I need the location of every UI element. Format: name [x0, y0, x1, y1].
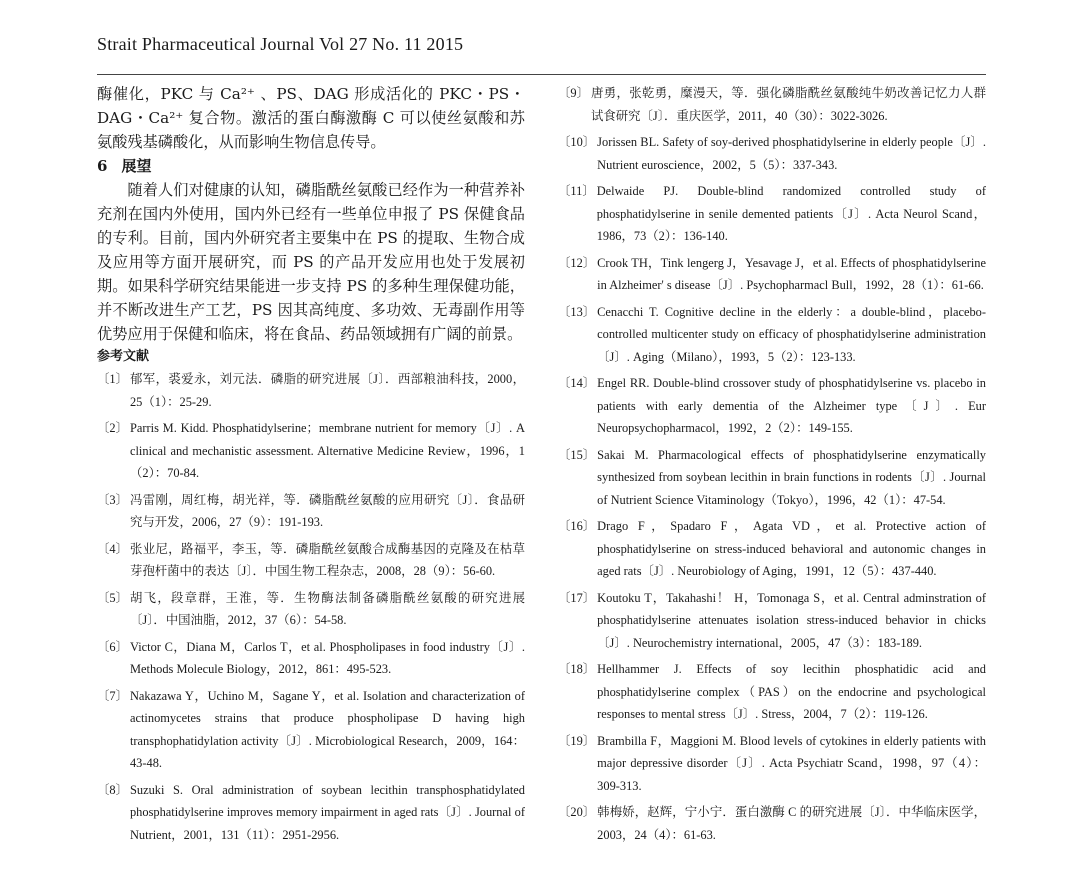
reference-text: 郁军，裘爱永，刘元法．磷脂的研究进展〔J〕．西部粮油科技，2000，25（1）：25-29.	[129, 372, 525, 409]
reference-number: 〔4〕	[97, 541, 128, 556]
reference-number: 〔3〕	[97, 492, 128, 507]
reference-item	[97, 685, 525, 775]
reference-text: Victor C，Diana M，Carlos T，et al. Phospholipases in food industry〔J〕. Methods Molecule Biology，2012，861：495-523.	[129, 639, 525, 676]
reference-text: Delwaide PJ. Double-blind randomized controlled study of phosphatidylserine in senile demented patients〔J〕. Acta Neurol Scand，1986，73（2）：136-140.	[596, 184, 986, 243]
left-column	[97, 82, 525, 850]
reference-text: Sakai M. Pharmacological effects of phosphatidylserine enzymatically synthesized from soybean lecithin in brain functions in rodents〔J〕. Journal of Nutrient Science Vitaminology（Tokyo），1996，42（1）：47-54.	[597, 447, 986, 507]
reference-text: 冯雷刚，周红梅，胡光祥，等．磷脂酰丝氨酸的应用研究〔J〕．食品研究与开发，2006，27（9）：191-193.	[129, 492, 525, 529]
reference-number: 〔1〕	[97, 372, 128, 386]
reference-item	[558, 252, 986, 297]
reference-number: 〔20〕	[558, 805, 596, 819]
reference-number: 〔16〕	[558, 519, 596, 533]
reference-item	[558, 587, 986, 655]
reference-text: 唐勇，张乾勇，糜漫天，等．强化磷脂酰丝氨酸纯牛奶改善记忆力人群试食研究〔J〕．重庆医学，2011，40（30）：3022-3026.	[590, 86, 986, 123]
reference-item	[97, 489, 525, 534]
reference-number: 〔7〕	[97, 688, 128, 703]
references-title: 参考文献	[97, 349, 150, 364]
reference-number: 〔9〕	[558, 86, 589, 100]
reference-text: Nakazawa Y，Uchino M，Sagane Y，et al. Isolation and characterization of actinomycetes strains that produce phospholipase D having high transphophatidylation activity〔J〕. Microbiological Research，2009，164：43-48.	[129, 688, 525, 770]
reference-number: 〔11〕	[558, 184, 595, 198]
reference-number: 〔10〕	[558, 135, 596, 149]
reference-item	[97, 636, 525, 681]
section-title: 展望	[121, 157, 152, 175]
reference-item	[97, 587, 525, 632]
reference-number: 〔17〕	[558, 590, 596, 605]
section-heading	[97, 154, 525, 178]
reference-text: Crook TH，Tink lengerg J，Yesavage J，et al. Effects of phosphatidylserine in Alzheimer' s disease〔J〕. Psychopharmacl Bull，1992，28（1）：61-66.	[597, 255, 986, 292]
header-rule	[97, 74, 986, 75]
reference-number: 〔19〕	[558, 733, 596, 748]
reference-number: 〔13〕	[558, 304, 596, 319]
section-number: 6	[97, 157, 108, 175]
reference-item	[97, 368, 525, 413]
reference-text: 胡飞，段章群，王淮，等．生物酶法制备磷脂酰丝氨酸的研究进展〔J〕．中国油脂，2012，37（6）：54-58.	[129, 590, 525, 627]
intro-paragraph: 酶催化，PKC 与 Ca²⁺ 、PS、DAG 形成活化的 PKC・PS・DAG・Ca²⁺ 复合物。激活的蛋白酶激酶 C 可以使丝氨酸和苏氨酸残基磷酸化，从而影响生物信息传导。	[97, 85, 525, 151]
reference-item	[558, 515, 986, 583]
reference-text: Suzuki S. Oral administration of soybean lecithin transphosphatidylated phosphatidylserine improves memory impairment in aged rats〔J〕. Journal of Nutrient，2001，131（11）：2951-2956.	[129, 782, 525, 842]
reference-number: 〔14〕	[558, 376, 596, 390]
outlook-paragraph: 随着人们对健康的认知，磷脂酰丝氨酸已经作为一种营养补充剂在国内外使用，国内外已经有一些单位申报了 PS 保健食品的专利。目前，国内外研究者主要集中在 PS 的提取、生物合成及应用等方面开展研究，而 PS 的产品开发应用也处于发展初期。如果科学研究结果能进一步支持 PS 的多种生理保健功能，并不断改进生产工艺，PS 因其高纯度、多功效、无毒副作用等优势应用于保健和临床，将在食品、药品领域拥有广阔的前景。	[97, 181, 525, 343]
reference-item	[97, 538, 525, 583]
reference-item	[558, 180, 986, 248]
reference-text: Parris M. Kidd. Phosphatidylserine；membrane nutrient for memory〔J〕. A clinical and mechanistic assessment. Alternative Medicine Review，1996，1（2）：70-84.	[129, 421, 525, 480]
reference-item	[558, 801, 986, 846]
reference-number: 〔18〕	[558, 662, 596, 676]
reference-number: 〔6〕	[97, 639, 128, 654]
reference-text: Engel RR. Double-blind crossover study of phosphatidylserine vs. placebo in patients with early dementia of the Alzheimer type〔J〕. Eur Neuropsychopharmacol，1992，2（2）：149-155.	[597, 376, 986, 435]
reference-item	[558, 730, 986, 798]
reference-number: 〔8〕	[97, 782, 128, 797]
reference-text: 韩梅娇，赵辉，宁小宁．蛋白激酶 C 的研究进展〔J〕．中华临床医学，2003，24（4）：61-63.	[597, 805, 986, 842]
reference-text: Cenacchi T. Cognitive decline in the elderly：a double-blind，placebo-controlled multicenter study on efficacy of phosphatidylserine administration〔J〕. Aging（Milano），1993，5（2）：123-133.	[597, 304, 986, 364]
reference-item	[558, 82, 986, 127]
reference-item	[97, 779, 525, 847]
journal-header: Strait Pharmaceutical Journal Vol 27 No. 11 2015	[97, 34, 464, 54]
reference-number: 〔5〕	[97, 590, 128, 605]
reference-text: Hellhammer J. Effects of soy lecithin phosphatidic acid and phosphatidylserine complex（PAS）on the endocrine and psychological responses to mental stress〔J〕. Stress，2004，7（2）：119-126.	[597, 662, 986, 721]
reference-item	[558, 658, 986, 726]
reference-number: 〔15〕	[558, 447, 596, 462]
reference-item	[97, 417, 525, 485]
reference-item	[558, 301, 986, 369]
reference-item	[558, 131, 986, 176]
right-column	[558, 82, 986, 850]
reference-text: Brambilla F，Maggioni M. Blood levels of cytokines in elderly patients with major depressive disorder〔J〕. Acta Psychiatr Scand，1998，97（4）：309-313.	[597, 733, 986, 793]
reference-text: 张业尼，路福平，李玉，等．磷脂酰丝氨酸合成酶基因的克隆及在枯草芽孢杆菌中的表达〔J〕．中国生物工程杂志，2008，28（9）：56-60.	[129, 541, 525, 578]
reference-number: 〔12〕	[558, 255, 596, 270]
reference-text: Jorissen BL. Safety of soy-derived phosphatidylserine in elderly people〔J〕. Nutrient euroscience，2002，5（5）：337-343.	[597, 135, 986, 172]
reference-text: Koutoku T，Takahashi！ H，Tomonaga S，et al. Central adminstration of phosphatidylserine attenuates isolation stress-induced behavior in chicks〔J〕. Neurochemistry international，2005，47（3）：183-189.	[597, 590, 986, 650]
reference-number: 〔2〕	[97, 421, 128, 435]
reference-item	[558, 372, 986, 440]
reference-text: Drago F，Spadaro F，Agata VD，et al. Protective action of phosphatidylserine on stress-induced behavioral and autonomic changes in aged rats〔J〕. Neurobiology of Aging，1991，12（5）：437-440.	[597, 519, 986, 578]
reference-item	[558, 444, 986, 512]
